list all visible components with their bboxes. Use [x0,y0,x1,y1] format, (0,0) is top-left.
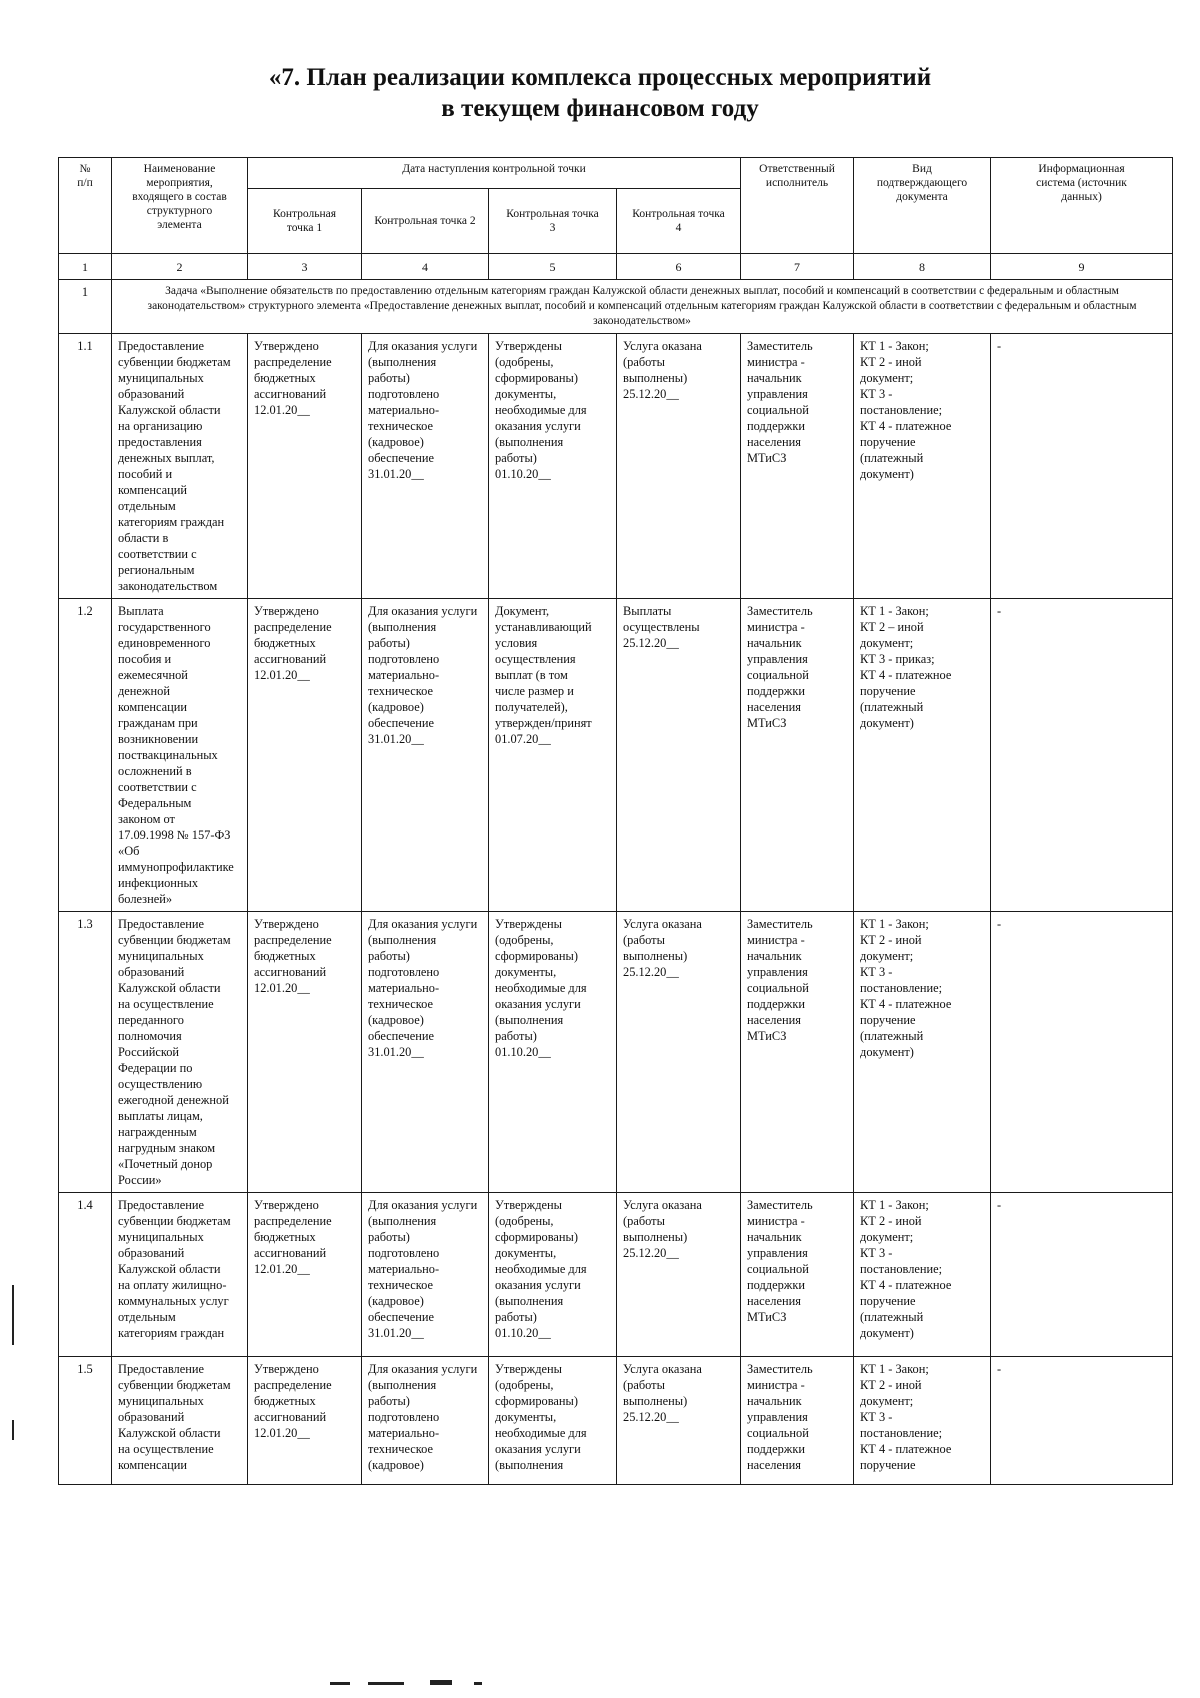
column-numbers-row [59,254,1173,280]
row-kt2: Для оказания услуги (выполнения работы) подготовлено материально- техническое (кадровое) обеспечение 31.01.20__ [362,599,489,912]
header-kt4: Контрольная точка 4 [617,189,741,254]
row-info-system: - [991,599,1173,912]
plan-table [58,157,1173,1485]
row-kt2: Для оказания услуги (выполнения работы) подготовлено материально- техническое (кадровое) обеспечение 31.01.20__ [362,1193,489,1357]
row-responsible: Заместитель министра - начальник управления социальной поддержки населения МТиСЗ [741,599,854,912]
task-num: 1 [59,280,112,334]
row-kt4: Услуга оказана (работы выполнены) 25.12.20__ [617,1357,741,1485]
scan-mark [330,1682,350,1685]
scan-mark [430,1680,452,1685]
col-number: 7 [741,254,854,280]
document-title [0,62,1200,124]
row-doc-type: КТ 1 - Закон; КТ 2 - иной документ; КТ 3 - постановление; КТ 4 - платежное поручение [854,1357,991,1485]
table-row [59,912,1173,1193]
row-info-system: - [991,334,1173,599]
table-row [59,599,1173,912]
col-number: 8 [854,254,991,280]
row-responsible: Заместитель министра - начальник управления социальной поддержки населения [741,1357,854,1485]
col-number: 2 [112,254,248,280]
row-num: 1.3 [59,912,112,1193]
row-num: 1.1 [59,334,112,599]
row-kt3: Утверждены (одобрены, сформированы) документы, необходимые для оказания услуги (выполнения [489,1357,617,1485]
row-name: Предоставление субвенции бюджетам муниципальных образований Калужской области на осуществление переданного полномочия Российской Федерации по осуществлению ежегодной денежной выплаты лицам, награжденным нагрудным знаком «Почетный донор России» [112,912,248,1193]
row-kt1: Утверждено распределение бюджетных ассигнований 12.01.20__ [248,912,362,1193]
row-doc-type: КТ 1 - Закон; КТ 2 - иной документ; КТ 3 - постановление; КТ 4 - платежное поручение (платежный документ) [854,334,991,599]
table-row [59,334,1173,599]
row-kt2: Для оказания услуги (выполнения работы) подготовлено материально- техническое (кадровое) обеспечение 31.01.20__ [362,334,489,599]
col-number: 5 [489,254,617,280]
col-number: 9 [991,254,1173,280]
row-kt3: Утверждены (одобрены, сформированы) документы, необходимые для оказания услуги (выполнения работы) 01.10.20__ [489,912,617,1193]
row-kt4: Услуга оказана (работы выполнены) 25.12.20__ [617,912,741,1193]
row-kt3: Утверждены (одобрены, сформированы) документы, необходимые для оказания услуги (выполнения работы) 01.10.20__ [489,1193,617,1357]
row-kt3: Документ, устанавливающий условия осуществления выплат (в том числе размер и получателей), утвержден/принят 01.07.20__ [489,599,617,912]
col-number: 4 [362,254,489,280]
row-name: Предоставление субвенции бюджетам муниципальных образований Калужской области на оплату жилищно- коммунальных услуг отдельным категориям граждан [112,1193,248,1357]
header-info-system: Информационная система (источник данных) [991,158,1173,254]
header-date-group: Дата наступления контрольной точки [248,158,741,189]
row-responsible: Заместитель министра - начальник управления социальной поддержки населения МТиСЗ [741,1193,854,1357]
row-kt4: Выплаты осуществлены 25.12.20__ [617,599,741,912]
col-number: 6 [617,254,741,280]
row-info-system: - [991,1193,1173,1357]
task-row [59,280,1173,334]
header-row [59,158,1173,189]
row-kt2: Для оказания услуги (выполнения работы) подготовлено материально- техническое (кадровое) обеспечение 31.01.20__ [362,912,489,1193]
scan-mark [12,1420,14,1440]
row-name: Предоставление субвенции бюджетам муниципальных образований Калужской области на организацию предоставления денежных выплат, пособий и компенсаций отдельным категориям граждан области в соответствии с региональным законодательством [112,334,248,599]
row-responsible: Заместитель министра - начальник управления социальной поддержки населения МТиСЗ [741,912,854,1193]
row-kt4: Услуга оказана (работы выполнены) 25.12.20__ [617,1193,741,1357]
row-kt3: Утверждены (одобрены, сформированы) документы, необходимые для оказания услуги (выполнения работы) 01.10.20__ [489,334,617,599]
row-doc-type: КТ 1 - Закон; КТ 2 - иной документ; КТ 3 - постановление; КТ 4 - платежное поручение (платежный документ) [854,1193,991,1357]
header-doc-type: Вид подтверждающего документа [854,158,991,254]
table-row [59,1193,1173,1357]
row-info-system: - [991,912,1173,1193]
row-kt1: Утверждено распределение бюджетных ассигнований 12.01.20__ [248,599,362,912]
table-row [59,1357,1173,1485]
row-name: Выплата государственного единовременного пособия и ежемесячной денежной компенсации гражданам при возникновении поствакцинальных осложнений в соответствии с Федеральным законом от 17.09.1998 № 157-ФЗ «Об иммунопрофилактике инфекционных болезней» [112,599,248,912]
row-num: 1.4 [59,1193,112,1357]
row-num: 1.5 [59,1357,112,1485]
row-name: Предоставление субвенции бюджетам муниципальных образований Калужской области на осуществление компенсации [112,1357,248,1485]
header-kt2: Контрольная точка 2 [362,189,489,254]
row-doc-type: КТ 1 - Закон; КТ 2 - иной документ; КТ 3 - постановление; КТ 4 - платежное поручение (платежный документ) [854,912,991,1193]
row-info-system: - [991,1357,1173,1485]
header-num: № п/п [59,158,112,254]
title-line-2: в текущем финансовом году [441,95,759,122]
header-kt3: Контрольная точка 3 [489,189,617,254]
row-kt1: Утверждено распределение бюджетных ассигнований 12.01.20__ [248,1357,362,1485]
scan-mark [12,1285,14,1345]
task-text: Задача «Выполнение обязательств по предоставлению отдельным категориям граждан Калужской области денежных выплат, пособий и компенсаций в соответствии с федеральным и областным законодательством» структурного элемента «Предоставление денежных выплат, пособий и компенсаций отдельным категориям граждан Калужской области в соответствии с федеральным и областным законодательством» [112,280,1173,334]
row-responsible: Заместитель министра - начальник управления социальной поддержки населения МТиСЗ [741,334,854,599]
col-number: 3 [248,254,362,280]
row-num: 1.2 [59,599,112,912]
row-kt1: Утверждено распределение бюджетных ассигнований 12.01.20__ [248,1193,362,1357]
header-responsible: Ответственный исполнитель [741,158,854,254]
row-kt1: Утверждено распределение бюджетных ассигнований 12.01.20__ [248,334,362,599]
row-kt2: Для оказания услуги (выполнения работы) подготовлено материально- техническое (кадровое) [362,1357,489,1485]
scan-mark [368,1682,404,1685]
row-kt4: Услуга оказана (работы выполнены) 25.12.20__ [617,334,741,599]
header-kt1: Контрольная точка 1 [248,189,362,254]
row-doc-type: КТ 1 - Закон; КТ 2 – иной документ; КТ 3 - приказ; КТ 4 - платежное поручение (платежный документ) [854,599,991,912]
scan-mark [474,1682,482,1685]
title-line-1: «7. План реализации комплекса процессных мероприятий [268,64,932,91]
col-number: 1 [59,254,112,280]
header-name: Наименование мероприятия, входящего в состав структурного элемента [112,158,248,254]
